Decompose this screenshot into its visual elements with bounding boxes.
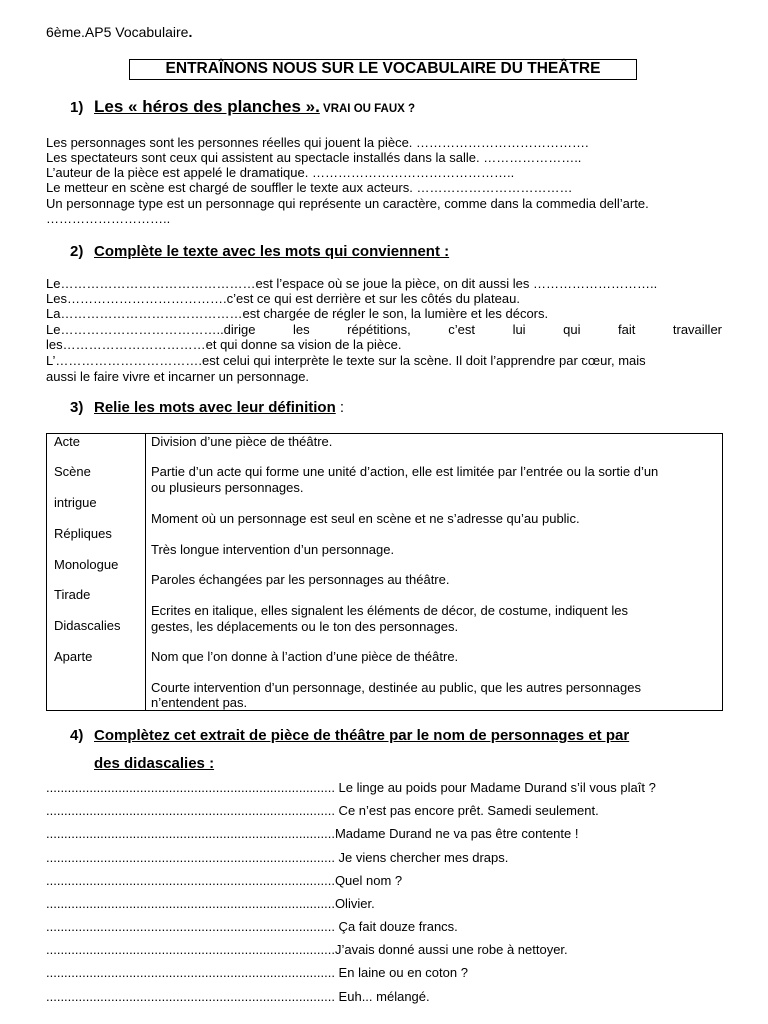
section-3-heading [70, 399, 344, 416]
section-2-line: Les……………………………….c’est ce qui est derrière et sur les côtés du plateau. [46, 291, 520, 306]
definition-line: Courte intervention d’un personnage, destinée au public, que les autres personnages [151, 680, 642, 695]
dialogue-line: ................................................................................ En laine ou en coton ? [46, 965, 468, 980]
dialogue-line: ................................................................................Olivier. [46, 896, 375, 911]
section-1-subtitle: VRAI OU FAUX ? [319, 103, 416, 115]
definition-table [46, 433, 723, 711]
section-2-line: La……………………………………est chargée de régler le son, la lumière et les décors. [46, 306, 549, 321]
section-1-line: Le metteur en scène est chargé de souffler le texte aux acteurs. ……………………………… [46, 180, 573, 195]
words-column [47, 434, 146, 711]
section-1-line: Les spectateurs sont ceux qui assistent au spectacle installés dans la salle. ………………….. [46, 150, 582, 165]
section-2-number: 2) [70, 243, 84, 260]
document-header [46, 24, 192, 40]
word-item: Scène [54, 464, 91, 479]
definition-line: Nom que l’on donne à l’action d’une pièce de théâtre. [151, 649, 459, 664]
section-2-justified-line [46, 322, 722, 337]
word-item: Didascalies [54, 618, 121, 633]
definition-line: n’entendent pas. [151, 695, 248, 710]
header-dot: . [188, 24, 193, 40]
definition-line: Ecrites en italique, elles signalent les éléments de décor, de costume, indiquent les [151, 603, 628, 618]
section-1-title: Les « héros des planches ». [94, 97, 320, 116]
section-2-line: aussi le faire vivre et incarner un personnage. [46, 369, 310, 384]
section-1-line: Un personnage type est un personnage qui représente un caractère, comme dans la commedia dell’arte. [46, 196, 649, 211]
section-1-heading [70, 97, 415, 117]
section-4-number: 4) [70, 727, 84, 744]
justified-word: lui [512, 322, 526, 337]
definition-line: gestes, les déplacements ou le ton des personnages. [151, 619, 459, 634]
dialogue-line: ................................................................................Madame Durand ne va pas être contente ! [46, 826, 579, 841]
word-item: Acte [54, 434, 81, 449]
definition-line: Division d’une pièce de théâtre. [151, 434, 333, 449]
section-1-line: Les personnages sont les personnes réelles qui jouent la pièce. …………………………………. [46, 135, 589, 150]
definition-line: Paroles échangées par les personnages au théâtre. [151, 572, 450, 587]
dialogue-line: ................................................................................J’avais donné aussi une robe à nettoyer. [46, 942, 568, 957]
dialogue-line: ................................................................................ Je viens chercher mes draps. [46, 850, 509, 865]
justified-word: les [293, 322, 310, 337]
word-item: Monologue [54, 557, 119, 572]
section-2-title: Complète le texte avec les mots qui conviennent : [94, 243, 450, 260]
section-1-line: L’auteur de la pièce est appelé le dramatique. ……………………………………….. [46, 165, 515, 180]
section-3-title: Relie les mots avec leur définition [94, 399, 336, 416]
justified-word: travailler [672, 322, 722, 337]
section-1-number: 1) [70, 99, 84, 116]
justified-word: fait [618, 322, 636, 337]
section-4-heading-continued [94, 755, 214, 772]
justified-word: c’est [448, 322, 476, 337]
section-1-line: ……………………….. [46, 211, 171, 226]
word-item: Répliques [54, 526, 112, 541]
header-label: 6ème.AP5 Vocabulaire [46, 24, 189, 40]
definition-line: Partie d’un acte qui forme une unité d’action, elle est limitée par l’entrée ou la sortie d’un [151, 464, 659, 479]
section-4-heading [70, 727, 629, 744]
dialogue-line: ................................................................................ Ça fait douze francs. [46, 919, 458, 934]
section-2-line: L’…………………………….est celui qui interprète le texte sur la scène. Il doit l’apprendre par cœur, mais [46, 353, 646, 368]
dialogue-line: ................................................................................Quel nom ? [46, 873, 403, 888]
justified-word: Le………………………………..dirige [46, 322, 256, 337]
definition-line: Moment où un personnage est seul en scène et ne s’adresse qu’au public. [151, 511, 580, 526]
section-2-heading [70, 243, 449, 260]
word-item: intrigue [54, 495, 97, 510]
justified-word: répétitions, [347, 322, 411, 337]
section-4-title-line-1: Complètez cet extrait de pièce de théâtre par le nom de personnages et par [94, 727, 630, 744]
word-item: Tirade [54, 587, 91, 602]
section-3-colon: : [335, 399, 345, 416]
dialogue-line: ................................................................................ Le linge au poids pour Madame Durand s’il vous plaît ? [46, 780, 656, 795]
section-2-line: Le………………………………………est l’espace où se joue la pièce, on dit aussi les ……………………….. [46, 276, 658, 291]
dialogue-line: ................................................................................ Ce n’est pas encore prêt. Samedi seulement. [46, 803, 599, 818]
section-2-line: les……………………………et qui donne sa vision de la pièce. [46, 337, 402, 352]
definitions-column [146, 434, 723, 711]
page-title: ENTRAÎNONS NOUS SUR LE VOCABULAIRE DU THEÂTRE [129, 59, 637, 80]
section-3-number: 3) [70, 399, 84, 416]
word-item: Aparte [54, 649, 93, 664]
dialogue-line: ................................................................................ Euh... mélangé. [46, 989, 430, 1004]
section-4-title-line-2: des didascalies : [94, 755, 215, 772]
justified-word: qui [563, 322, 581, 337]
definition-line: ou plusieurs personnages. [151, 480, 304, 495]
definition-line: Très longue intervention d’un personnage. [151, 542, 395, 557]
